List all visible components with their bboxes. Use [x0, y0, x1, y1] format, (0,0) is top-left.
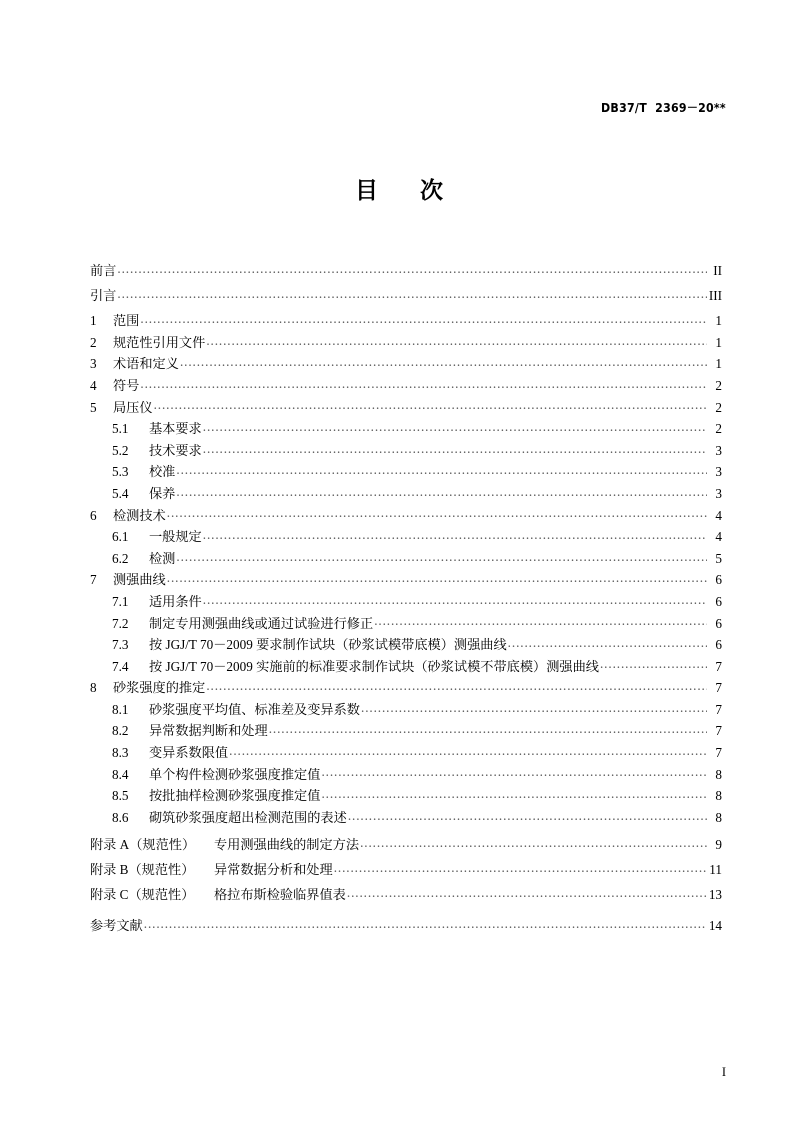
toc-entry-number: 1: [90, 313, 97, 329]
toc-entry-page-number: 8: [715, 809, 722, 825]
toc-entry-page-number: 6: [715, 637, 722, 653]
toc-entry[interactable]: [90, 442, 722, 464]
page-title: 目 次: [354, 178, 446, 204]
toc-leader-dots: [348, 809, 707, 822]
toc-leader-dots: [203, 528, 707, 541]
toc-entry-page-number: 14: [708, 918, 722, 934]
toc-leader-dots: [154, 398, 707, 411]
toc-leader-dots: [206, 334, 707, 347]
toc-entry-number: 8.6: [112, 809, 129, 825]
toc-entry-label: 一般规定: [149, 529, 202, 545]
toc-entry-number: 5: [90, 399, 97, 415]
toc-entry-label: 检测: [149, 550, 176, 566]
toc-entry-number: 8.5: [112, 788, 129, 804]
toc-entry-number: 8.1: [112, 701, 129, 717]
toc-leader-dots: [206, 679, 707, 692]
toc-entry[interactable]: [90, 485, 722, 507]
toc-entry[interactable]: [90, 861, 722, 886]
toc-leader-dots: [374, 614, 707, 627]
toc-entry-number: 7.2: [112, 615, 129, 631]
toc-entry[interactable]: [90, 701, 722, 723]
toc-entry-page-number: 7: [715, 658, 722, 674]
toc-entry-number: 附录 A（规范性）: [90, 837, 196, 853]
toc-entry[interactable]: [90, 765, 722, 787]
toc-entry-number: 7.4: [112, 658, 129, 674]
toc-entry-page-number: 2: [715, 399, 722, 415]
toc-leader-dots: [203, 593, 707, 606]
toc-entry[interactable]: [90, 679, 722, 701]
toc-entry-number: 4: [90, 377, 97, 393]
toc-entry-page-number: 8: [715, 766, 722, 782]
toc-entry-number: 8: [90, 680, 97, 696]
toc-leader-dots: [140, 377, 707, 390]
toc-entry-number: 附录 C（规范性）: [90, 887, 195, 903]
toc-entry-number: 6.2: [112, 550, 129, 566]
toc-entry-label: 检测技术: [113, 507, 166, 523]
toc-entry-label: 校准: [149, 464, 176, 480]
toc-entry-page-number: 3: [715, 485, 722, 501]
toc-entry[interactable]: [90, 787, 722, 809]
toc-entry-label: 参考文献: [90, 918, 143, 934]
toc-entry-label: 专用测强曲线的制定方法: [214, 837, 360, 853]
toc-entry-page-number: 7: [715, 680, 722, 696]
toc-entry-page-number: 7: [715, 701, 722, 717]
toc-leader-dots: [203, 420, 707, 433]
toc-entry[interactable]: [90, 809, 722, 831]
toc-entry[interactable]: [90, 593, 722, 615]
toc-leader-dots: [117, 262, 707, 275]
toc-entry-label: 单个构件检测砂浆强度推定值: [149, 766, 321, 782]
toc-entry-page-number: 9: [715, 837, 722, 853]
toc-entry-number: 3: [90, 356, 97, 372]
toc-entry-number: 6.1: [112, 529, 129, 545]
toc-leader-dots: [144, 917, 707, 930]
toc-entry-number: 2: [90, 334, 97, 350]
toc-entry-label: 制定专用测强曲线或通过试验进行修正: [149, 615, 374, 631]
toc-leader-dots: [180, 355, 707, 368]
toc-entry[interactable]: [90, 744, 722, 766]
toc-leader-dots: [229, 744, 707, 757]
toc-entry[interactable]: [90, 614, 722, 636]
toc-leader-dots: [360, 836, 707, 849]
toc-entry-label: 术语和定义: [113, 356, 179, 372]
toc-entry[interactable]: [90, 506, 722, 528]
toc-entry-page-number: 6: [715, 572, 722, 588]
toc-entry-number: 7.3: [112, 637, 129, 653]
toc-entry[interactable]: [90, 528, 722, 550]
toc-entry-page-number: 4: [715, 507, 722, 523]
toc-leader-dots: [176, 550, 707, 563]
toc-entry-page-number: 8: [715, 788, 722, 804]
toc-entry-label: 按批抽样检测砂浆强度推定值: [149, 788, 321, 804]
toc-entry[interactable]: [90, 550, 722, 572]
toc-leader-dots: [347, 886, 707, 899]
toc-leader-dots: [176, 485, 707, 498]
toc-entry[interactable]: [90, 377, 722, 399]
toc-entry-label: 异常数据分析和处理: [214, 862, 333, 878]
toc-entry-page-number: 1: [715, 334, 722, 350]
toc-entry-label: 前言: [90, 263, 117, 279]
toc-entry-page-number: 13: [708, 887, 722, 903]
toc-entry-label: 基本要求: [149, 421, 202, 437]
toc-entry-page-number: III: [708, 288, 722, 304]
toc-entry-page-number: 1: [715, 356, 722, 372]
toc-entry-label: 适用条件: [149, 593, 202, 609]
toc-entry-number: 5.1: [112, 421, 129, 437]
toc-leader-dots: [117, 287, 707, 300]
toc-entry-label: 测强曲线: [113, 572, 166, 588]
toc-leader-dots: [321, 787, 707, 800]
toc-entry-label: 技术要求: [149, 442, 202, 458]
toc-entry-page-number: 3: [715, 442, 722, 458]
toc-leader-dots: [140, 312, 707, 325]
toc-entry[interactable]: [90, 836, 722, 861]
toc-entry-page-number: 7: [715, 745, 722, 761]
toc-entry-label: 范围: [113, 313, 140, 329]
toc-entry[interactable]: [90, 312, 722, 334]
toc-leader-dots: [508, 636, 707, 649]
toc-entry[interactable]: [90, 287, 722, 312]
toc-entry-label: 异常数据判断和处理: [149, 723, 268, 739]
toc-leader-dots: [167, 506, 707, 519]
toc-entry-page-number: II: [713, 263, 722, 279]
toc-entry[interactable]: [90, 658, 722, 680]
toc-entry-page-number: 1: [715, 313, 722, 329]
toc-leader-dots: [600, 658, 707, 671]
toc-entry-label: 引言: [90, 288, 117, 304]
toc-entry-label: 砂浆强度平均值、标准差及变异系数: [149, 701, 360, 717]
toc-entry-label: 按 JGJ/T 70－2009 要求制作试块（砂浆试模带底模）测强曲线: [149, 637, 507, 653]
toc-entry-page-number: 6: [715, 593, 722, 609]
toc-entry[interactable]: [90, 886, 722, 911]
toc-entry[interactable]: [90, 636, 722, 658]
toc-entry-page-number: 6: [715, 615, 722, 631]
toc-entry-number: 8.4: [112, 766, 129, 782]
toc-entry-page-number: 3: [715, 464, 722, 480]
toc-entry-number: 5.4: [112, 485, 129, 501]
toc-entry[interactable]: [90, 917, 722, 942]
toc-entry-page-number: 11: [709, 862, 722, 878]
toc-entry[interactable]: [90, 420, 722, 442]
standard-number-header: DB37/T 2369－20**: [601, 100, 726, 115]
toc-entry[interactable]: [90, 398, 722, 420]
toc-entry[interactable]: [90, 334, 722, 356]
toc-entry-number: 5.2: [112, 442, 129, 458]
toc-entry-number: 6: [90, 507, 97, 523]
toc-entry[interactable]: [90, 355, 722, 377]
toc-entry-label: 符号: [113, 377, 140, 393]
toc-entry-label: 局压仪: [113, 399, 153, 415]
toc-entry-number: 8.2: [112, 723, 129, 739]
toc-entry[interactable]: [90, 463, 722, 485]
toc-entry-label: 按 JGJ/T 70－2009 实施前的标准要求制作试块（砂浆试模不带底模）测强曲线: [149, 658, 599, 674]
toc-leader-dots: [176, 463, 707, 476]
toc-entry-page-number: 7: [715, 723, 722, 739]
toc-leader-dots: [203, 442, 707, 455]
toc-entry-label: 砌筑砂浆强度超出检测范围的表述: [149, 809, 347, 825]
toc-entry-number: 附录 B（规范性）: [90, 862, 195, 878]
toc-entry-number: 7: [90, 572, 97, 588]
toc-entry-label: 格拉布斯检验临界值表: [214, 887, 346, 903]
toc-leader-dots: [167, 571, 707, 584]
toc-leader-dots: [361, 701, 707, 714]
toc-entry-page-number: 2: [715, 421, 722, 437]
toc-entry-page-number: 4: [715, 529, 722, 545]
toc-entry-number: 7.1: [112, 593, 129, 609]
footer-page-number: I: [721, 1065, 726, 1079]
toc-entry-page-number: 5: [715, 550, 722, 566]
toc-entry[interactable]: [90, 571, 722, 593]
table-of-contents: [90, 262, 722, 942]
toc-entry-label: 砂浆强度的推定: [113, 680, 206, 696]
toc-leader-dots: [321, 765, 707, 778]
toc-leader-dots: [269, 722, 707, 735]
toc-entry-label: 保养: [149, 485, 176, 501]
toc-entry-label: 变异系数限值: [149, 745, 229, 761]
toc-entry[interactable]: [90, 722, 722, 744]
toc-entry-number: 8.3: [112, 745, 129, 761]
toc-entry-page-number: 2: [715, 377, 722, 393]
toc-leader-dots: [334, 861, 707, 874]
toc-entry-number: 5.3: [112, 464, 129, 480]
toc-entry-label: 规范性引用文件: [113, 334, 206, 350]
toc-entry[interactable]: [90, 262, 722, 287]
